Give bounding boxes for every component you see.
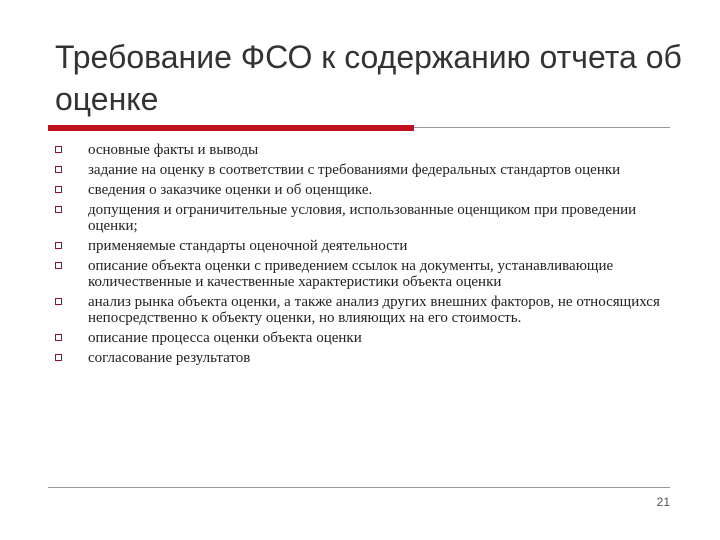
bullet-list [52,142,672,370]
bullet-item [52,258,672,290]
page-number: 21 [656,495,670,509]
square-bullet-icon [55,262,62,269]
bullet-item [52,202,672,234]
bullet-text: согласование результатов [88,350,251,366]
footer-divider-line [48,487,670,488]
bullet-text: применяемые стандарты оценочной деятельности [88,238,408,254]
square-bullet-icon [55,334,62,341]
square-bullet-icon [55,186,62,193]
square-bullet-icon [55,298,62,305]
bullet-item [52,294,672,326]
square-bullet-icon [55,166,62,173]
bullet-item [52,330,672,346]
bullet-text: сведения о заказчике оценки и об оценщике. [88,182,373,198]
bullet-item [52,162,672,178]
bullet-text: описание процесса оценки объекта оценки [88,330,362,346]
slide-title: Требование ФСО к содержанию отчета об оценке [55,39,682,117]
bullet-text: допущения и ограничительные условия, использованные оценщиком при проведении оценки; [88,202,637,234]
bullet-item [52,238,672,254]
bullet-text: задание на оценку в соответствии с требованиями федеральных стандартов оценки [88,162,621,178]
bullet-item [52,350,672,366]
square-bullet-icon [55,146,62,153]
bullet-text: описание объекта оценки с приведением ссылок на документы, устанавливающие количественные и качественные характеристики объекта оценки [88,258,614,290]
bullet-item [52,182,672,198]
square-bullet-icon [55,206,62,213]
title-divider-line [414,127,670,128]
square-bullet-icon [55,242,62,249]
bullet-text: анализ рынка объекта оценки, а также анализ других внешних факторов, не относящихся непосредственно к объекту оценки, но влияющих на его стоимость. [88,294,660,326]
title-accent-bar [48,125,414,131]
bullet-item [52,142,672,158]
bullet-text: основные факты и выводы [88,142,259,158]
square-bullet-icon [55,354,62,361]
